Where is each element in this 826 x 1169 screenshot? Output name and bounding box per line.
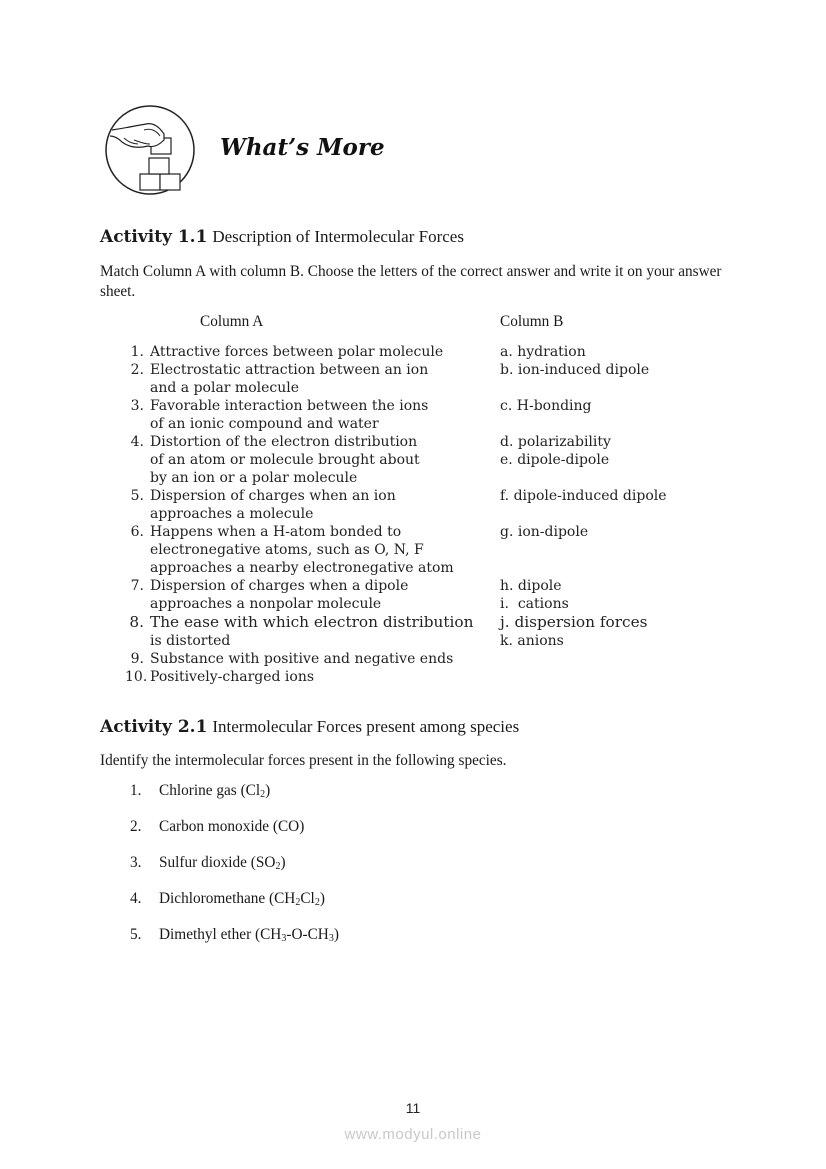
species-number: 5. [130, 926, 142, 943]
formula-subscript: 3 [328, 933, 334, 944]
column-b-item [500, 487, 667, 505]
species-item: Carbon monoxide (CO) [159, 818, 305, 835]
option-letter: k. [500, 633, 513, 649]
item-number: 8. [129, 613, 144, 631]
column-a-header: Column A [200, 313, 264, 330]
item-number: 5. [130, 488, 144, 504]
option-letter: a. [500, 344, 513, 360]
watermark: www.modyul.online [344, 1126, 482, 1143]
option-text: hydration [517, 344, 586, 360]
species-item: Chlorine gas $(Cl_2)$ [159, 782, 271, 800]
item-number: 3. [130, 398, 144, 414]
hand-stacking-blocks-icon [104, 104, 196, 196]
item-number: 4. [130, 434, 144, 450]
option-text: polarizability [517, 434, 611, 450]
item-number: 10. [125, 669, 148, 685]
column-b-item [500, 397, 592, 415]
option-text: dipole-dipole [517, 452, 610, 468]
column-a-item: Substance with positive and negative ends [150, 651, 454, 667]
species-number: 3. [130, 854, 142, 871]
formula-subscript: 2 [295, 897, 301, 908]
column-b-item [500, 433, 611, 451]
option-text: ion-induced dipole [517, 362, 650, 378]
column-b-item [500, 343, 586, 361]
species-item: Dimethyl ether $(CH_3-O-CH_3)$ [159, 926, 339, 944]
column-a-item: Attractive forces between polar molecule [150, 344, 444, 360]
column-b-item [500, 613, 648, 631]
item-number: 6. [130, 524, 144, 540]
item-number: 2. [130, 362, 144, 378]
column-a-item: Electrostatic attraction between an ion [150, 362, 429, 378]
option-text: ion-dipole [517, 524, 589, 540]
column-a-item: Positively-charged ions [150, 669, 315, 685]
column-a-item: Dispersion of charges when an ion [150, 488, 396, 504]
formula-subscript: 3 [281, 933, 287, 944]
option-letter: c. [500, 398, 513, 414]
activity-1-heading [100, 227, 464, 247]
option-letter: i. [500, 596, 509, 612]
column-a-item-cont: approaches a nonpolar molecule [150, 596, 382, 612]
option-letter: f. [500, 488, 510, 504]
column-a-item-cont: approaches a molecule [150, 506, 314, 522]
item-number: 7. [130, 578, 144, 594]
page-number: 11 [405, 1100, 421, 1116]
column-b-item [500, 577, 562, 595]
activity-1-title: Description of Intermolecular Forces [212, 227, 464, 246]
column-a-item: Dispersion of charges when a dipole [150, 578, 409, 594]
species-item: Sulfur dioxide $(SO_2)$ [159, 854, 286, 872]
option-letter: b. [500, 362, 514, 378]
formula-subscript: 2 [314, 897, 320, 908]
activity-2-instructions: Identify the intermolecular forces present in the following species. [100, 752, 507, 769]
column-b-item [500, 451, 609, 469]
option-text: H-bonding [516, 398, 592, 414]
column-a-item-cont: of an atom or molecule brought about [150, 452, 420, 468]
activity-2-title: Intermolecular Forces present among species [212, 717, 520, 736]
column-a-item: Happens when a H-atom bonded to [150, 524, 402, 540]
species-item: Dichloromethane $(CH_2Cl_2)$ [159, 890, 325, 908]
column-a-item: The ease with which electron distribution [150, 613, 474, 631]
column-a-item: Distortion of the electron distribution [150, 434, 418, 450]
activity-2-heading [100, 717, 519, 737]
item-number: 1. [130, 344, 144, 360]
column-a-item-cont: by an ion or a polar molecule [150, 470, 358, 486]
column-a-item: Favorable interaction between the ions [150, 398, 429, 414]
formula-subscript: 2 [275, 861, 281, 872]
option-letter: d. [500, 434, 514, 450]
column-a-item-cont: electronegative atoms, such as O, N, F [150, 542, 424, 558]
column-a-item-cont: of an ionic compound and water [150, 416, 379, 432]
species-number: 4. [130, 890, 142, 907]
item-number: 9. [130, 651, 144, 667]
option-text: dipole [517, 578, 562, 594]
formula-subscript: 2 [260, 789, 266, 800]
column-a-item-cont: and a polar molecule [150, 380, 300, 396]
column-b-header: Column B [500, 313, 564, 330]
column-a-item-cont: approaches a nearby electronegative atom [150, 560, 454, 576]
column-b-item [500, 595, 569, 613]
species-number: 2. [130, 818, 142, 835]
option-text: dispersion forces [514, 613, 648, 631]
column-b-item [500, 523, 588, 541]
option-letter: h. [500, 578, 514, 594]
activity-2-label: Activity 2.1 [100, 717, 208, 737]
column-b-item [500, 361, 649, 379]
section-title: What’s More [220, 134, 385, 161]
option-text: dipole-induced dipole [513, 488, 667, 504]
column-b-item [500, 632, 564, 650]
option-letter: g. [500, 524, 514, 540]
option-text: cations [517, 596, 569, 612]
species-number: 1. [130, 782, 142, 799]
option-text: anions [517, 633, 564, 649]
option-letter: j. [500, 613, 510, 631]
activity-1-instructions: Match Column A with column B. Choose the letters of the correct answer and write it on your answer sheet. [100, 263, 722, 300]
column-a-item-cont: is distorted [150, 633, 231, 649]
option-letter: e. [500, 452, 513, 468]
activity-1-label: Activity 1.1 [100, 227, 208, 247]
